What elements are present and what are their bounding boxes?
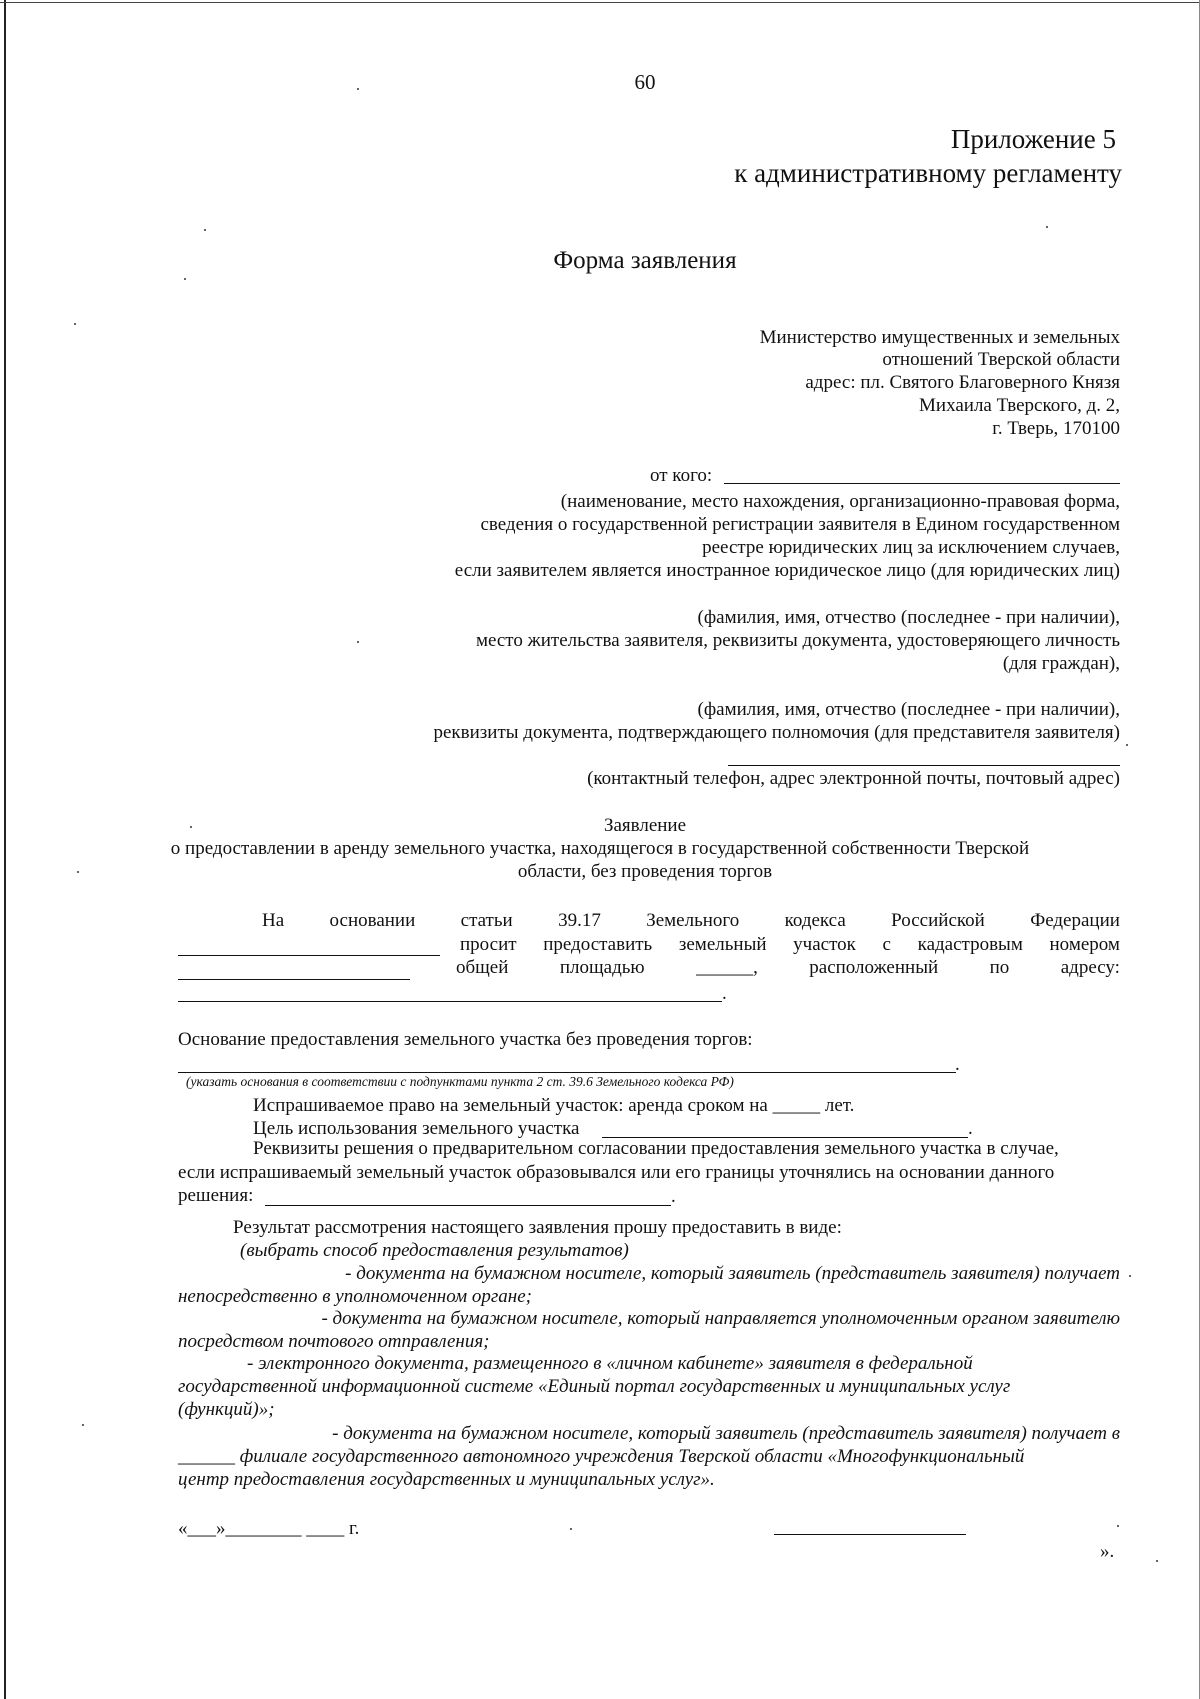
body-word: номером: [1049, 934, 1120, 955]
body-word: статьи: [460, 910, 513, 931]
scan-speck: [74, 323, 76, 325]
citizen-hint: место жительства заявителя, реквизиты документа, удостоверяющего личность: [475, 630, 1120, 651]
scan-speck: [1117, 1525, 1119, 1527]
address-field[interactable]: [178, 1001, 722, 1002]
legal-entity-hint: (наименование, место нахождения, организационно-правовая форма,: [560, 491, 1120, 512]
body-word: общей: [456, 957, 509, 978]
legal-entity-hint: сведения о государственной регистрации заявителя в Едином государственном: [480, 514, 1120, 535]
recipient-line: Михаила Тверского, д. 2,: [919, 395, 1120, 416]
result-option-3-text: - электронного документа, размещенного в «личном кабинете» заявителя в федеральной: [247, 1353, 973, 1374]
scan-speck: [190, 826, 192, 828]
body-word: Федерации: [1030, 910, 1120, 931]
body-word: кодекса: [784, 910, 846, 931]
area-field[interactable]: ______,: [696, 957, 758, 978]
purpose-label: Цель использования земельного участка: [253, 1118, 580, 1139]
result-option-2-cont: посредством почтового отправления;: [178, 1331, 490, 1352]
scan-speck: [1129, 1275, 1131, 1277]
scan-speck: [204, 229, 206, 231]
signature-field[interactable]: [774, 1534, 966, 1535]
page-number: 60: [634, 70, 656, 94]
body-word: кадастровым: [917, 934, 1023, 955]
result-option-3[interactable]: [247, 1353, 1120, 1375]
scan-speck: [1126, 744, 1128, 746]
body-word: просит: [460, 934, 517, 955]
statement-subtitle: о предоставлении в аренду земельного участка, находящегося в государственной собственности Тверской: [170, 838, 1030, 859]
body-word: по: [989, 957, 1010, 978]
body-word: 39.17: [558, 910, 601, 931]
body-word: расположенный: [809, 957, 939, 978]
basis-hint: (указать основания в соответствии с подпунктами пункта 2 ст. 39.6 Земельного кодекса РФ): [186, 1074, 734, 1089]
basis-label: Основание предоставления земельного участка без проведения торгов:: [178, 1029, 753, 1050]
right-request-prefix: Испрашиваемое право на земельный участок: аренда сроком на: [253, 1095, 768, 1116]
lease-term-field[interactable]: _____: [772, 1095, 821, 1116]
scan-speck: [82, 1424, 84, 1426]
body-period: .: [722, 983, 727, 1004]
result-option-3-cont: (функций)»;: [178, 1399, 275, 1420]
statement-subtitle: области, без проведения торгов: [517, 861, 773, 882]
result-label: Результат рассмотрения настоящего заявления прошу предоставить в виде:: [233, 1217, 842, 1238]
recipient-line: Министерство имущественных и земельных: [759, 327, 1120, 348]
from-field[interactable]: [724, 483, 1120, 484]
body-word: площадью: [559, 957, 645, 978]
body-word: с: [882, 934, 891, 955]
date-field[interactable]: «___»________ ____ г.: [178, 1518, 360, 1539]
recipient-line: отношений Тверской области: [882, 349, 1120, 370]
right-request-suffix: лет.: [824, 1095, 855, 1116]
contacts-hint: (контактный телефон, адрес электронной почты, почтовый адрес): [587, 768, 1120, 789]
citizen-hint: (для граждан),: [1002, 653, 1120, 674]
body-word: основании: [329, 910, 416, 931]
basis-period: .: [955, 1054, 960, 1075]
scan-speck: [77, 871, 79, 873]
cadastral-number-field[interactable]: [178, 979, 410, 980]
recipient-line: г. Тверь, 170100: [992, 418, 1120, 439]
scan-speck: [357, 641, 359, 643]
representative-hint: реквизиты документа, подтверждающего полномочия (для представителя заявителя): [433, 722, 1120, 743]
decision-period: .: [671, 1186, 676, 1207]
result-option-3-cont: государственной информационной системе «Единый портал государственных и муниципальных услуг: [178, 1376, 1011, 1397]
decision-line: Реквизиты решения о предварительном согласовании предоставления земельного участка в случае,: [253, 1138, 1059, 1159]
body-word: Российской: [891, 910, 985, 931]
closing-quote: ».: [1100, 1541, 1115, 1562]
result-option-1-cont: непосредственно в уполномоченном органе;: [178, 1286, 532, 1307]
body-word: земельный: [678, 934, 767, 955]
result-option-1[interactable]: - документа на бумажном носителе, который заявитель (представитель заявителя) получает: [345, 1263, 1120, 1284]
from-label: от кого:: [650, 465, 713, 486]
branch-field[interactable]: ______: [178, 1446, 235, 1467]
scan-speck: [570, 1528, 572, 1530]
decision-line: если испрашиваемый земельный участок образовывался или его границы уточнялись на основании данного: [178, 1162, 1055, 1183]
form-title: Форма заявления: [553, 247, 737, 274]
body-word: На: [262, 910, 285, 931]
scan-speck: [184, 278, 186, 280]
decision-label: решения:: [178, 1185, 254, 1206]
statement-title: Заявление: [603, 815, 687, 836]
purpose-period: .: [968, 1118, 973, 1139]
appendix-title: Приложение 5: [950, 124, 1116, 154]
body-line-3: [456, 957, 1120, 979]
scan-speck: [1046, 226, 1048, 228]
basis-field[interactable]: [178, 1072, 956, 1073]
legal-entity-hint: реестре юридических лиц за исключением случаев,: [702, 537, 1120, 558]
decision-field[interactable]: [265, 1205, 671, 1206]
body-word: Земельного: [646, 910, 740, 931]
body-word: предоставить: [543, 934, 653, 955]
result-option-4-cont: [178, 1446, 1024, 1468]
result-option-4-cont: центр предоставления государственных и муниципальных услуг».: [178, 1469, 715, 1490]
appendix-subtitle: к административному регламенту: [734, 158, 1122, 188]
recipient-line: адрес: пл. Святого Благоверного Князя: [805, 372, 1120, 393]
citizen-hint: (фамилия, имя, отчество (последнее - при наличии),: [697, 607, 1120, 628]
result-option-4-text: филиале государственного автономного учреждения Тверской области «Многофункциональный: [239, 1446, 1025, 1467]
contacts-field[interactable]: [728, 765, 1120, 766]
scan-border-top: [0, 2, 1200, 3]
body-word: участок: [793, 934, 856, 955]
result-option-2[interactable]: - документа на бумажном носителе, который направляется уполномоченным органом заявителю: [321, 1308, 1120, 1329]
body-word: адресу:: [1060, 957, 1120, 978]
representative-hint: (фамилия, имя, отчество (последнее - при наличии),: [697, 699, 1120, 720]
legal-entity-hint: если заявителем является иностранное юридическое лицо (для юридических лиц): [454, 560, 1120, 581]
result-option-4[interactable]: - документа на бумажном носителе, который заявитель (представитель заявителя) получает в: [332, 1423, 1120, 1444]
right-request: [253, 1095, 854, 1117]
result-hint: (выбрать способ предоставления результатов): [240, 1240, 629, 1261]
body-line-1: [262, 910, 1120, 932]
scan-speck: [357, 88, 359, 90]
body-line-2: [460, 934, 1120, 956]
scan-speck: [1156, 1560, 1158, 1562]
applicant-field[interactable]: [178, 955, 440, 956]
